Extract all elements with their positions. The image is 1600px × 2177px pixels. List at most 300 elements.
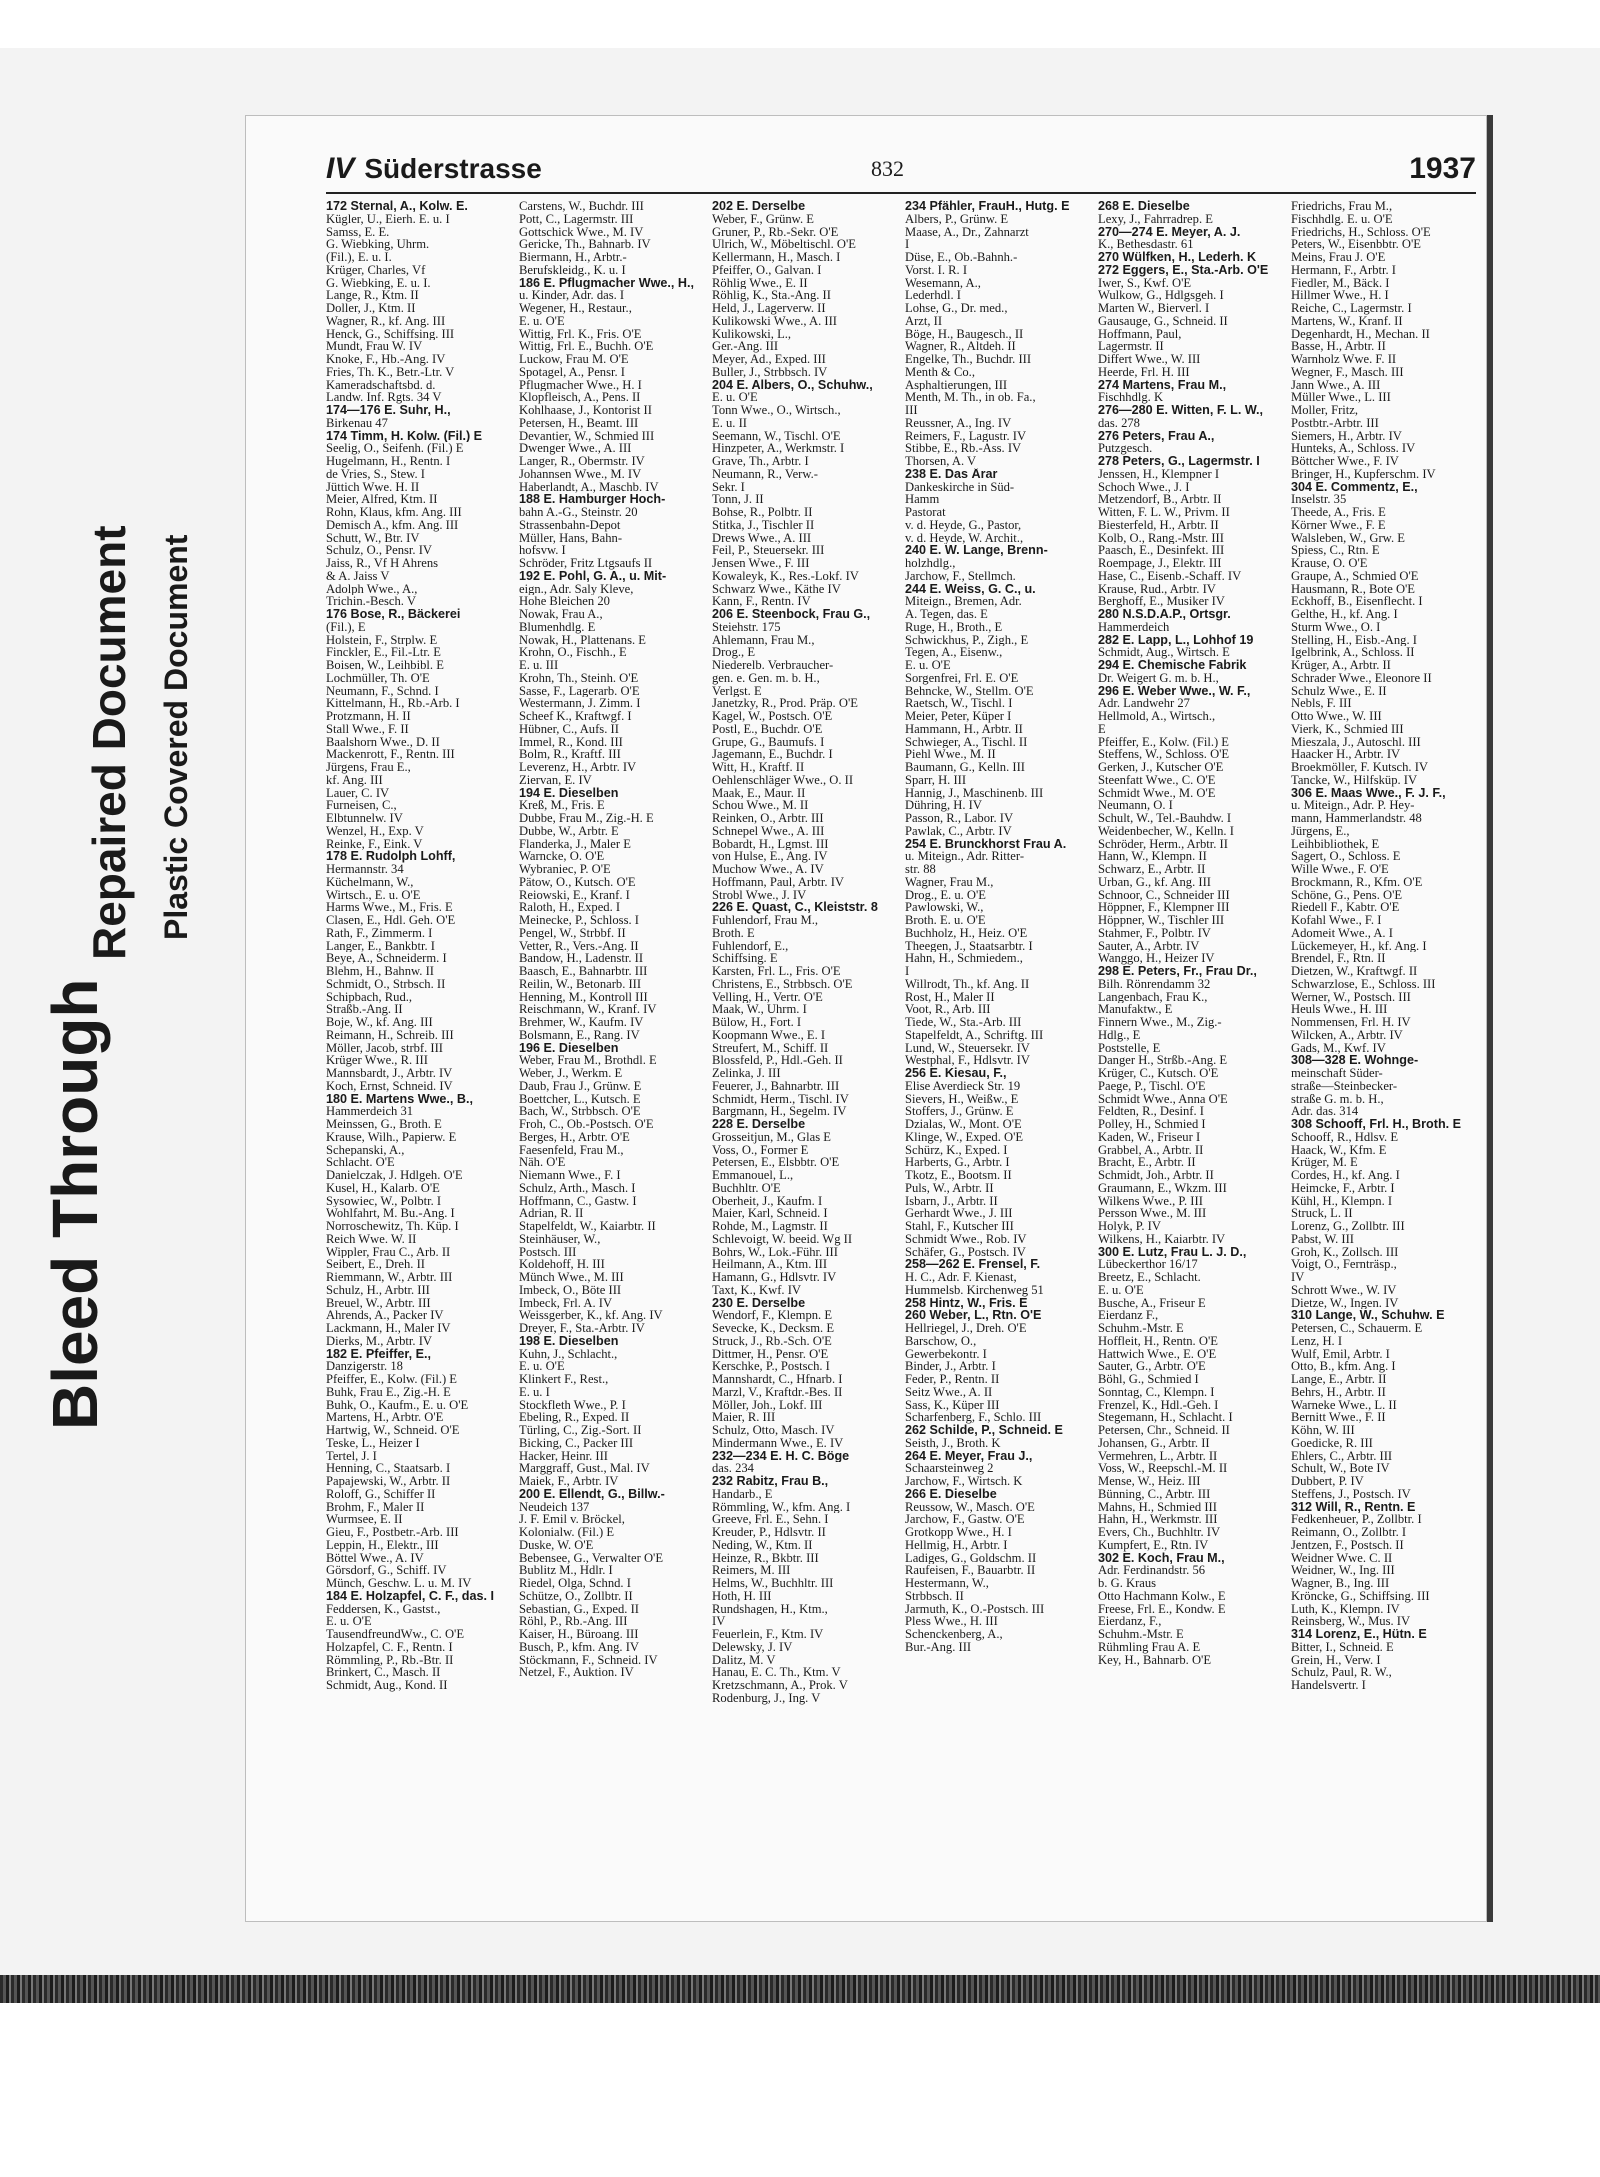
directory-entry: Mense, W., Heiz. III (1098, 1475, 1201, 1488)
directory-entry: 184 E. Holzapfel, C. F., das. I (326, 1589, 494, 1603)
directory-entry: Pätow, O., Kutsch. O'E (519, 875, 636, 889)
directory-entry: Feuerer, J., Bahnarbtr. III (712, 1079, 840, 1093)
directory-page (245, 115, 1487, 1922)
directory-entry: Berghoff, E., Musiker IV (1098, 595, 1225, 608)
directory-entry: Sass, K., Küper III (905, 1398, 1000, 1412)
directory-entry: 256 E. Kiesau, F., (905, 1067, 1007, 1080)
directory-entry: Hanau, E. C. Th., Ktm. V (712, 1666, 841, 1679)
directory-entry: Zelinka, J. III (712, 1067, 781, 1080)
directory-entry: Schooff, R., Hdlsv. E (1291, 1130, 1399, 1144)
directory-entry: Lückemeyer, H., kf. Ang. I (1291, 939, 1427, 953)
directory-entry: Tkotz, E., Bootsm. II (905, 1169, 1012, 1182)
directory-entry: Möller, Joh., Lokf. III (712, 1398, 823, 1412)
directory-entry: Wohlfahrt, M. Bu.-Ang. I (326, 1207, 455, 1220)
directory-entry: 226 E. Quast, C., Kleiststr. 8 (712, 901, 878, 914)
directory-entry: Seelig, O., Seifenh. (Fil.) E (326, 442, 464, 455)
directory-entry: Fuhlendorf, E., (712, 939, 789, 953)
directory-entry: Tegen, A., Eisenw., (905, 646, 1003, 659)
directory-entry: Engelke, Th., Buchdr. III (905, 353, 1032, 366)
directory-entry: Ulrich, W., Möbeltischl. O'E (712, 238, 856, 251)
directory-entry: Boisen, W., Leihbibl. E (326, 659, 444, 672)
directory-entry: Kameradschaftsbd. d. (326, 378, 436, 392)
directory-entry: Schwarzlose, E., Schloss. III (1291, 977, 1436, 991)
directory-entry: Kann, F., Rentn. IV (712, 595, 811, 608)
directory-entry: Otto Hachmann Kolw., E (1098, 1589, 1226, 1603)
directory-entry: Schmidt, Aug., Wirtsch. E (1098, 646, 1230, 659)
directory-entry: 264 E. Meyer, Frau J., (905, 1449, 1033, 1463)
directory-entry: Pfeiffer, E., Kolw. (Fil.) E (1098, 735, 1230, 749)
page-header (326, 152, 1476, 194)
directory-entry: Breetz, E., Schlacht. (1098, 1271, 1201, 1284)
directory-entry: Wirtsch., E. u. O'E (326, 888, 421, 902)
directory-entry: Eierdanz F., (1098, 1309, 1159, 1322)
directory-entry: Jaiss, R., Vf H Ahrens (326, 557, 439, 570)
directory-entry: Jenssen, H., Klempner I (1098, 467, 1220, 481)
directory-entry: Hase, C., Eisenb.-Schaff. IV (1098, 569, 1242, 583)
directory-entry: Menth, M. Th., in ob. Fa., (905, 391, 1036, 404)
directory-entry: Trichin.-Besch. V (326, 595, 416, 608)
directory-entry: Neumann, R., Verw.- (712, 467, 818, 481)
directory-entry: Krohn, Th., Steinh. O'E (519, 671, 639, 685)
directory-entry: Schwickhus, P., Zigh., E (905, 633, 1029, 647)
directory-entry: Dr. Weigert G. m. b. H., (1098, 671, 1219, 685)
directory-entry: Raetsch, W., Tischl. I (905, 697, 1013, 710)
directory-entry: Gerken, J., Kutscher O'E (1098, 761, 1224, 774)
directory-entry: Scharfenberg, F., Schlo. III (905, 1411, 1042, 1424)
directory-entry: Heilmann, A., Ktm. III (712, 1258, 828, 1271)
directory-entry: Wagner, R., Altdeh. II (905, 340, 1016, 353)
directory-entry: Riedel, Olga, Schnd. I (519, 1577, 631, 1590)
directory-entry: Broth. E. u. O'E (905, 914, 986, 927)
directory-entry: Blumenhdlg. E (519, 620, 596, 634)
directory-entry: Delewsky, J. IV (712, 1640, 793, 1654)
directory-entry: Bicking, C., Packer III (519, 1436, 634, 1450)
directory-entry: Adomeit Wwe., A. I (1291, 926, 1393, 940)
directory-entry: Schulz, Otto, Masch. IV (712, 1424, 835, 1437)
directory-entry: Sekr. I (712, 480, 745, 494)
directory-entry: I (905, 238, 910, 251)
directory-entry: Schuhm.-Mstr. E (1098, 1322, 1184, 1335)
directory-entry: Graumann, E., Wkzm. III (1098, 1181, 1227, 1195)
directory-entry: Arzt, II (905, 314, 943, 328)
directory-entry: Brehmer, W., Kaufm. IV (519, 1016, 644, 1029)
directory-entry: Straßb.-Ang. II (326, 1003, 403, 1016)
directory-entry: Siemers, H., Arbtr. IV (1291, 429, 1402, 443)
directory-entry: Jarchow, F., Stellmch. (905, 569, 1016, 583)
directory-entry: Feder, P., Rentn. II (905, 1373, 1000, 1386)
directory-entry: Schnoor, C., Schneider III (1098, 888, 1230, 902)
directory-entry: 294 E. Chemische Fabrik (1098, 659, 1247, 672)
directory-entry: Gruner, P., Rb.-Sekr. O'E (712, 225, 839, 239)
directory-entry: Adr. Landwehr 27 (1098, 697, 1190, 710)
directory-entry: Stall Wwe., F. II (326, 722, 409, 736)
directory-entry: Froh, C., Ob.-Postsch. O'E (519, 1118, 654, 1131)
directory-entry: Sievers, H., Weißw., E (905, 1092, 1019, 1106)
directory-entry: Schäfer, G., Postsch. IV (905, 1245, 1026, 1259)
directory-entry: Spotagel, A., Pensr. I (519, 365, 625, 379)
directory-entry: Wesemann, A., (905, 276, 981, 290)
directory-entry: 260 Weber, L., Rtn. O'E (905, 1309, 1042, 1322)
directory-entry: Sturm Wwe., O. I (1291, 620, 1381, 634)
directory-entry: Inselstr. 35 (1291, 493, 1347, 506)
directory-entry: Leihbibliothek, E (1291, 837, 1380, 851)
directory-entry: Fedkenheuer, P., Zollbtr. I (1291, 1513, 1422, 1526)
directory-entry: E. u. O'E (519, 314, 565, 328)
directory-entry: Wulkow, G., Hdlgsgeh. I (1098, 289, 1224, 302)
directory-entry: Tonn Wwe., O., Wirtsch., (712, 404, 841, 417)
directory-entry: Petersen, Chr., Schneid. II (1098, 1424, 1230, 1437)
directory-entry: Barschow, O., (905, 1334, 977, 1348)
directory-entry: Jensen Wwe., F. III (712, 557, 810, 570)
directory-entry: Warneke Wwe., L. II (1291, 1398, 1397, 1412)
directory-entry: Lagermstr. II (1098, 340, 1164, 353)
directory-entry: 266 E. Dieselbe (905, 1487, 997, 1501)
directory-entry: Schulz, Arth., Masch. I (519, 1181, 636, 1195)
directory-entry: Finckler, E., Fil.-Ltr. E (326, 646, 441, 659)
directory-entry: Wittig, Frl. K., Fris. O'E (519, 327, 642, 341)
directory-entry: Voot, R., Arb. III (905, 1003, 991, 1016)
directory-entry: Drog., E (712, 646, 756, 659)
directory-entry: Stapelfeldt, W., Kaiarbtr. II (519, 1220, 656, 1233)
directory-entry: Buchholz, H., Heiz. O'E (905, 926, 1028, 940)
directory-entry: Steffens, W., Schloss. O'E (1098, 748, 1230, 761)
directory-entry: Hübner, C., Aufs. II (519, 722, 619, 736)
directory-entry: Maak, E., Maur. II (712, 786, 806, 800)
directory-entry: Wegner, F., Masch. III (1291, 365, 1404, 379)
directory-entry: 280 N.S.D.A.P., Ortsgr. (1098, 608, 1231, 621)
directory-entry: Fischhdlg. K (1098, 391, 1164, 404)
directory-entry: Grupe, G., Baumufs. I (712, 735, 825, 749)
directory-entry: 302 E. Koch, Frau M., (1098, 1551, 1225, 1565)
directory-entry: Postbtr.-Arbtr. III (1291, 416, 1379, 430)
directory-entry: Luth, K., Klempn. IV (1291, 1602, 1400, 1616)
directory-entry: Duske, W. O'E (519, 1538, 594, 1552)
directory-entry: Wittig, Frl. E., Buchh. O'E (519, 340, 654, 353)
directory-entry: Meins, Frau J. O'E (1291, 251, 1386, 264)
directory-entry: Adolph Wwe., A., (326, 582, 418, 596)
directory-entry: Dankeskirche in Süd- (905, 480, 1015, 494)
directory-entry: Protzmann, H. II (326, 710, 411, 723)
directory-entry: Raloth, H., Exped. I (519, 901, 621, 914)
directory-entry: 258 Hintz, W., Fris. E (905, 1296, 1028, 1310)
directory-entry: Kulikowski, L., (712, 327, 792, 341)
directory-entry: Tiede, W., Sta.-Arb. III (905, 1016, 1022, 1029)
directory-entry: Pawlowski, W., (905, 901, 984, 914)
directory-entry: Röhl, P., Rb.-Ang. III (519, 1615, 628, 1628)
directory-entry: Köhn, W. III (1291, 1424, 1355, 1437)
directory-entry: Key, H., Bahnarb. O'E (1098, 1653, 1212, 1667)
directory-entry: Lexy, J., Fahrradrep. E (1098, 212, 1213, 226)
directory-entry: Schepanski, A., (326, 1143, 405, 1157)
directory-entry: Hammerdeich 31 (326, 1105, 414, 1118)
directory-entry: Christens, E., Strbbsch. O'E (712, 977, 853, 991)
directory-entry: Krause, O. O'E (1291, 557, 1368, 570)
directory-entry: Hannig, J., Maschinenb. III (905, 786, 1044, 800)
directory-entry: Seitz Wwe., A. II (905, 1385, 993, 1399)
directory-entry: Imbeck, Frl. A. IV (519, 1296, 613, 1310)
directory-entry: Flanderka, J., Maler E (519, 837, 631, 851)
directory-entry: Hacker, Heinr. III (519, 1449, 609, 1463)
directory-entry: Bohse, R., Polbtr. II (712, 506, 813, 519)
directory-entry: Türling, C., Zig.-Sort. II (519, 1424, 642, 1437)
directory-entry: E. u. O'E (1098, 1283, 1144, 1297)
directory-entry: Stockfleth Wwe., P. I (519, 1398, 626, 1412)
directory-entry: Lange, R., Ktm. II (326, 289, 419, 302)
directory-entry: Dietze, W., Ingen. IV (1291, 1296, 1399, 1310)
directory-entry: Wulf, Emil, Arbtr. I (1291, 1347, 1390, 1361)
directory-entry: Held, J., Lagerverw. II (712, 302, 826, 315)
directory-entry: Möller, Jacob, strbf. III (326, 1041, 444, 1055)
directory-entry: Elise Averdieck Str. 19 (905, 1079, 1021, 1093)
directory-entry: Wippler, Frau C., Arb. II (326, 1245, 451, 1259)
directory-entry: Theede, A., Fris. E (1291, 506, 1386, 519)
directory-entry: gen. e. Gen. m. b. H., (712, 671, 820, 685)
directory-entry: Schrader Wwe., Eleonore II (1291, 671, 1432, 685)
directory-entry: J. F. Emil v. Bröckel, (519, 1513, 625, 1526)
directory-entry: Heimcke, F., Arbtr. I (1291, 1181, 1395, 1195)
directory-entry: Ehlers, C., Arbtr. III (1291, 1449, 1393, 1463)
directory-entry: Stegemann, H., Schlacht. I (1098, 1411, 1233, 1424)
directory-entry: Pastorat (905, 506, 946, 519)
street-name: Süderstrasse (364, 153, 542, 184)
directory-entry: Baumann, G., Kelln. III (905, 761, 1025, 774)
directory-entry: III (905, 404, 918, 417)
directory-entry: Paasch, E., Desinfekt. III (1098, 544, 1225, 557)
directory-entry: Vorst. I. R. I (905, 263, 968, 277)
directory-columns (326, 200, 1476, 1905)
directory-entry: Reussner, A., Ing. IV (905, 416, 1012, 430)
directory-entry: Röhlig, K., Sta.-Ang. II (712, 289, 831, 302)
directory-entry: Papajewski, W., Arbtr. II (326, 1475, 451, 1488)
directory-entry: Behrs, H., Arbtr. II (1291, 1385, 1386, 1399)
directory-entry: Schlevoigt, W. beeid. Wg II (712, 1232, 853, 1246)
directory-entry: kf. Ang. III (326, 773, 383, 787)
directory-entry: Bandow, H., Ladenstr. II (519, 952, 644, 965)
directory-entry: Wegener, H., Restaur., (519, 302, 632, 315)
directory-entry: Oehlenschläger Wwe., O. II (712, 773, 854, 787)
directory-entry: 270 Wülfken, H., Lederh. K (1098, 251, 1257, 264)
directory-entry: Hermannstr. 34 (326, 863, 404, 876)
directory-entry: Reinke, F., Eink. V (326, 837, 423, 851)
directory-entry: Freese, Frl. E., Kondw. E (1098, 1602, 1226, 1616)
directory-entry: Vierk, K., Schmied III (1291, 722, 1404, 736)
directory-entry: Ladiges, G., Goldschm. II (905, 1551, 1037, 1565)
directory-entry: Grotkopp Wwe., H. I (905, 1526, 1012, 1539)
directory-entry: Schmidt Wwe., Rob. IV (905, 1232, 1027, 1246)
directory-entry: Kühl, H., Klempn. I (1291, 1194, 1393, 1208)
directory-entry: Ger.-Ang. III (712, 340, 779, 353)
directory-entry: Paege, P., Tischl. O'E (1098, 1079, 1206, 1093)
directory-entry: 308—328 E. Wohnge- (1291, 1054, 1419, 1067)
directory-entry: Stelling, H., Eisb.-Ang. I (1291, 633, 1417, 647)
directory-entry: Muchow Wwe., A. IV (712, 863, 824, 876)
directory-entry: Asphaltierungen, III (905, 378, 1008, 392)
directory-entry: Petersen, H., Beamt. III (519, 416, 639, 430)
page-number: 832 (871, 156, 904, 181)
directory-entry: 296 E. Weber Wwe., W. F., (1098, 684, 1251, 698)
directory-entry: Furneisen, C., (326, 799, 397, 812)
directory-entry: Hunteks, A., Schloss. IV (1291, 442, 1416, 455)
directory-entry: Schou Wwe., M. II (712, 799, 809, 812)
directory-entry: Mieszala, J., Autoschl. III (1291, 735, 1421, 749)
directory-entry: Krüger, M. E (1291, 1156, 1358, 1169)
directory-column-1 (326, 200, 510, 1905)
directory-entry: Kaden, W., Friseur I (1098, 1130, 1201, 1144)
directory-entry: Hattwich Wwe., E. O'E (1098, 1347, 1217, 1361)
directory-entry: Streufert, M., Schiff. II (712, 1041, 829, 1055)
directory-entry: Weissgerber, K., kf. Ang. IV (519, 1309, 663, 1322)
directory-entry: Carstens, W., Buchdr. III (519, 200, 644, 213)
directory-entry: Schwieger, A., Tischl. II (905, 735, 1028, 749)
directory-entry: Eckhoff, B., Eisenflecht. I (1291, 595, 1423, 608)
directory-entry: Sorgenfrei, Frl. E. O'E (905, 671, 1019, 685)
directory-entry: Mundt, Frau W. IV (326, 340, 423, 353)
directory-entry: Grabbel, A., Arbtr. II (1098, 1143, 1204, 1157)
directory-entry: 234 Pfähler, FrauH., Hutg. E (905, 200, 1070, 213)
directory-entry: Stibbe, E., Rb.-Ass. IV (905, 442, 1022, 455)
directory-entry: Adrian, R. II (519, 1207, 584, 1220)
directory-entry: Schütze, O., Zollbtr. II (519, 1589, 633, 1603)
directory-entry: E. u. II (712, 416, 747, 430)
directory-entry: Höppner, F., Klempner III (1098, 901, 1230, 914)
directory-entry: TausendfreundWw., C. O'E (326, 1628, 465, 1641)
directory-entry: Kofahl Wwe., F. I (1291, 914, 1382, 927)
directory-entry: H. C., Adr. F. Kienast, (905, 1271, 1017, 1284)
directory-entry: Verlgst. E (712, 684, 762, 698)
directory-entry: Nowak, Frau A., (519, 608, 603, 621)
directory-entry: Adr. das. 314 (1291, 1105, 1359, 1118)
directory-entry: Kagel, W., Postsch. O'E (712, 710, 833, 723)
directory-entry: Raufeisen, F., Bauarbtr. II (905, 1564, 1036, 1577)
directory-entry: Schwarz Wwe., Käthe IV (712, 582, 841, 596)
directory-entry: v. d. Heyde, W. Archit., (905, 531, 1024, 545)
directory-entry: Schulz, Paul, R. W., (1291, 1666, 1392, 1679)
directory-entry: Schuhm.-Mstr. E (1098, 1628, 1184, 1641)
directory-entry: 204 E. Albers, O., Schuhw., (712, 378, 873, 392)
directory-entry: Strassenbahn-Depot (519, 518, 621, 532)
directory-entry: Urban, G., kf. Ang. III (1098, 875, 1211, 889)
directory-entry: Kaiser, H., Büroang. III (519, 1628, 639, 1641)
directory-entry: 254 E. Brunckhorst Frau A. (905, 837, 1067, 851)
directory-entry: Ebeling, R., Exped. II (519, 1411, 630, 1424)
directory-entry: Reilin, W., Betonarb. III (519, 977, 642, 991)
directory-entry: Dubbert, P. IV (1291, 1475, 1364, 1488)
directory-entry: 276—280 E. Witten, F. L. W., (1098, 404, 1264, 417)
directory-entry: Busch, P., kfm. Ang. IV (519, 1640, 639, 1654)
directory-entry: Schnepel Wwe., A. III (712, 824, 825, 838)
directory-entry: Buchhltr. O'E (712, 1181, 781, 1195)
directory-entry: Johansen, G., Arbtr. II (1098, 1436, 1210, 1450)
directory-entry: Kusel, H., Kalarb. O'E (326, 1181, 440, 1195)
directory-entry: G. Wiebking, Uhrm. (326, 238, 430, 251)
directory-entry: Dittmer, H., Pensr. O'E (712, 1347, 829, 1361)
directory-entry: Danzigerstr. 18 (326, 1360, 403, 1373)
directory-entry: Krüger Wwe., R. III (326, 1054, 428, 1067)
directory-entry: Persson Wwe., M. III (1098, 1207, 1207, 1220)
directory-entry: Kumpfert, E., Rtn. IV (1098, 1538, 1209, 1552)
directory-entry: Drog., E. u. O'E (905, 888, 986, 902)
directory-entry: Schulz Wwe., E. II (1291, 684, 1387, 698)
directory-entry: 196 E. Dieselben (519, 1041, 619, 1055)
directory-entry: Schaarsteinweg 2 (905, 1462, 994, 1475)
directory-entry: Binder, J., Arbtr. I (905, 1360, 996, 1373)
directory-entry: Krohn, O., Fischh., E (519, 646, 627, 659)
directory-entry: Jagemann, E., Buchdr. I (712, 748, 833, 761)
directory-entry: Bernitt Wwe., F. II (1291, 1411, 1386, 1424)
directory-entry: Goedicke, R. III (1291, 1436, 1373, 1450)
directory-entry: Krüger, A., Arbtr. II (1291, 659, 1391, 672)
directory-entry: Westermann, J. Zimm. I (519, 697, 641, 710)
directory-entry: Tonn, J. II (712, 493, 764, 506)
directory-entry: Steiehstr. 175 (712, 620, 781, 634)
directory-entry: Mannshardt, C., Hfnarb. I (712, 1373, 843, 1386)
directory-entry: Wille Wwe., F. O'E (1291, 863, 1389, 876)
directory-entry: Kerschke, P., Postsch. I (712, 1360, 830, 1373)
directory-entry: Marten W., Bierverl. I (1098, 302, 1210, 315)
directory-entry: Boettcher, L., Kutsch. E (519, 1092, 641, 1106)
directory-entry: Vetter, R., Vers.-Ang. II (519, 939, 639, 953)
directory-entry: Feddersen, K., Gastst., (326, 1602, 441, 1616)
directory-entry: Feil, P., Steuersekr. III (712, 544, 825, 557)
directory-entry: Marzl, V., Kraftdr.-Bes. II (712, 1385, 843, 1399)
directory-entry: Handelsvertr. I (1291, 1679, 1366, 1692)
directory-entry: 228 E. Derselbe (712, 1118, 806, 1131)
directory-entry: Reimann, H., Schreib. III (326, 1028, 454, 1042)
directory-entry: Fiedler, M., Bäck. I (1291, 276, 1390, 290)
directory-entry: Karsten, Frl. L., Fris. O'E (712, 965, 841, 978)
directory-entry: Scheef K., Kraftwgf. I (519, 710, 632, 723)
directory-entry: Immel, R., Kond. III (519, 735, 623, 749)
directory-entry: Münch, Geschw. L. u. M. IV (326, 1577, 472, 1590)
directory-entry: Behncke, W., Stellm. O'E (905, 684, 1034, 698)
directory-entry: Rath, F., Zimmerm. I (326, 926, 433, 940)
directory-entry: Seibert, E., Dreh. II (326, 1258, 425, 1271)
directory-entry: K., Bethesdastr. 61 (1098, 238, 1194, 251)
directory-entry: 188 E. Hamburger Hoch- (519, 493, 666, 506)
directory-entry: Lorenz, G., Zollbtr. III (1291, 1220, 1405, 1233)
directory-entry: Gericke, Th., Bahnarb. IV (519, 238, 651, 251)
directory-entry: Albers, P., Grünw. E (905, 212, 1009, 226)
directory-entry: 274 Martens, Frau M., (1098, 378, 1227, 392)
directory-entry: Martens, W., Kranf. II (1291, 314, 1403, 328)
directory-entry: Kreuder, P., Hdlsvtr. II (712, 1526, 826, 1539)
directory-entry: Landw. Inf. Rgts. 34 V (326, 391, 442, 404)
directory-entry: Hestermann, W., (905, 1577, 989, 1590)
directory-entry: Schmidt, Joh., Arbtr. II (1098, 1169, 1214, 1182)
directory-entry: Pawlak, C., Arbtr. IV (905, 824, 1012, 838)
directory-entry: Dubbe, Frau M., Zig.-H. E (519, 812, 654, 825)
directory-entry: Ziervan, E. IV (519, 773, 592, 787)
directory-entry: Luckow, Frau M. O'E (519, 353, 629, 366)
directory-entry: Mannsbardt, J., Arbtr. IV (326, 1067, 453, 1080)
directory-entry: Biesterfeld, H., Arbtr. II (1098, 518, 1219, 532)
directory-entry: Schulz, O., Pensr. IV (326, 544, 432, 557)
directory-entry: Maak, W., Uhrm. I (712, 1003, 807, 1016)
directory-entry: Friedrichs, Frau M., (1291, 200, 1393, 213)
directory-entry: 272 Eggers, E., Sta.-Arb. O'E (1098, 263, 1269, 277)
directory-entry: Reimann, O., Zollbtr. I (1291, 1526, 1407, 1539)
directory-entry: Voss, O., Former E (712, 1143, 809, 1157)
directory-entry: 304 E. Commentz, E., (1291, 480, 1418, 494)
directory-entry: Gewerbekontr. I (905, 1347, 987, 1361)
directory-entry: Nebls, F. III (1291, 697, 1352, 710)
directory-entry: E. u. I (519, 1385, 550, 1399)
directory-entry: Bracht, E., Arbtr. II (1098, 1156, 1196, 1169)
directory-entry: Jarchow, F., Gastw. O'E (905, 1513, 1025, 1526)
directory-entry: Niederelb. Verbraucher- (712, 659, 834, 672)
directory-entry: Münch Wwe., M. III (519, 1271, 624, 1284)
directory-entry: Pabst, W. III (1291, 1232, 1354, 1246)
